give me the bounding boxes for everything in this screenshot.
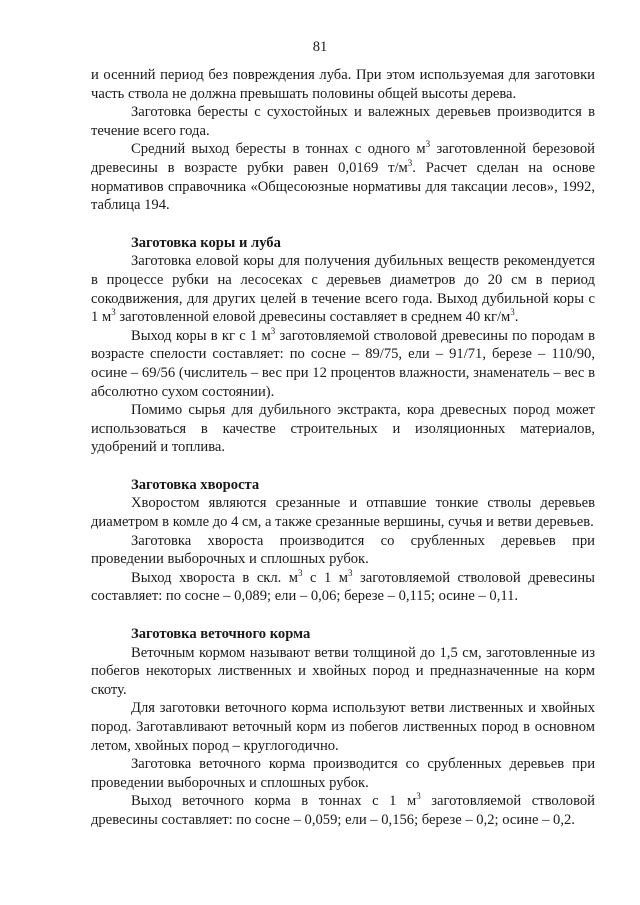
paragraph: Веточным кормом называют ветви толщиной до 1,5 см, заготовленные из побегов некоторых лиственных и хвойных пород и предназначенные на корм скоту. — [91, 644, 595, 698]
section-spacer — [91, 215, 595, 234]
section-spacer — [91, 606, 595, 625]
paragraph: Средний выход бересты в тоннах с одного $м^3$ заготовленной березовой древесины в возрасте рубки равен 0,0169 $т/м^3$. Расчет сделан на основе нормативов справочника «Общесоюзные нормативы для таксации лесов», 1992, таблица 194. — [91, 139, 595, 214]
paragraph: Хворостом являются срезанные и отпавшие тонкие стволы деревьев диаметром в комле до 4 см, а также срезанные вершины, сучья и ветви деревьев. — [91, 495, 595, 531]
paragraph: Выход коры в кг с 1 $м^3$ заготовляемой стволовой древесины по породам в возрасте спелости составляет: по сосне – 89/75, ели – 91/71, березе – 110/90, осине – 69/56 (числитель – вес при 12 процентов влажности, знаменатель – вес в абсолютно сухом состоянии). — [91, 325, 596, 400]
paragraph: Для заготовки веточного корма используют ветви лиственных и хвойных пород. Заготавливают веточный корм из побегов лиственных пород в основном летом, хвойных пород – круглогодично. — [91, 700, 595, 754]
section-heading: Заготовка коры и луба — [131, 234, 281, 251]
section-heading: Заготовка веточного корма — [131, 626, 311, 643]
page-number: 81 — [312, 39, 328, 55]
paragraph: Заготовка веточного корма производится со срубленных деревьев при проведении выборочных и сплошных рубок. — [91, 756, 595, 791]
section-spacer — [91, 457, 595, 476]
paragraph: Выход хвороста в скл. $м^3$ с 1 $м^3$ заготовляемой стволовой древесины составляет: по сосне – 0,089; ели – 0,06; березе – 0,115; осине – 0,11. — [91, 567, 595, 605]
paragraph: Помимо сырья для дубильного экстракта, кора древесных пород может использоваться в качестве строительных и изоляционных материалов, удобрений и топлива. — [91, 402, 595, 456]
section-heading: Заготовка хвороста — [131, 476, 260, 493]
paragraph: и осенний период без повреждения луба. При этом используемая для заготовки часть ствола не должна превышать половины общей высоты дерева. — [91, 67, 595, 102]
paragraph: Заготовка бересты с сухостойных и валежных деревьев производится в течение всего года. — [91, 104, 595, 139]
paragraph: Заготовка еловой коры для получения дубильных веществ рекомендуется в процессе рубки на лесосеках с деревьев диаметров до 20 см в период сокодвижения, для других целей в течение всего года. Выход дубильной коры с 1 $м^3$ заготовленной еловой древесины составляет в среднем 40 $кг/м^3$. — [91, 253, 595, 326]
paragraph: Выход веточного корма в тоннах с 1 $м^3$ заготовляемой стволовой древесины составляет: по сосне – 0,059; ели – 0,156; березе – 0,2; осине – 0,2. — [91, 791, 595, 828]
page-content — [91, 66, 595, 830]
paragraph: Заготовка хвороста производится со срубленных деревьев при проведении выборочных и сплошных рубок. — [91, 532, 595, 568]
